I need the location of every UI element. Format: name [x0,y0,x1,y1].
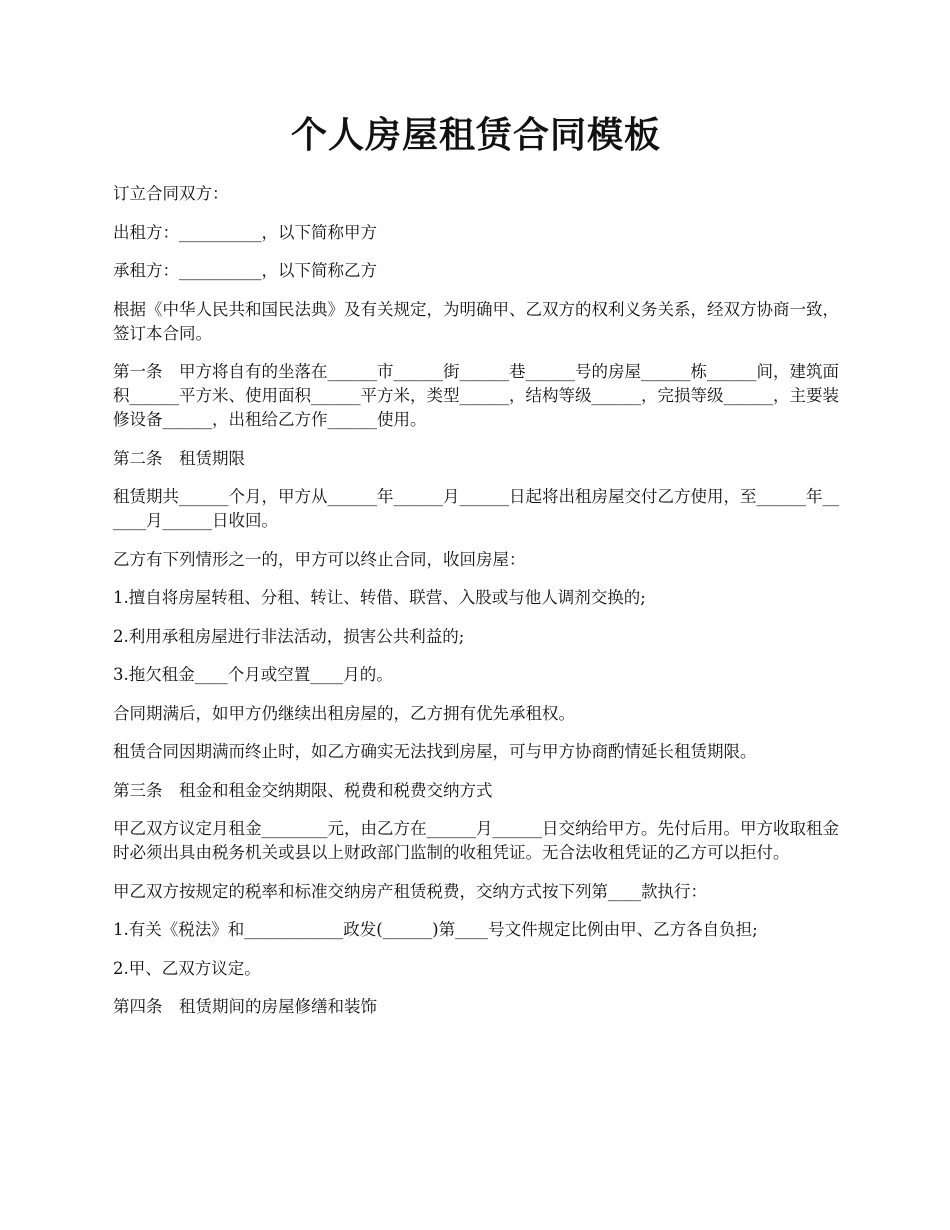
paragraph-extension: 租赁合同因期满而终止时，如乙方确实无法找到房屋，可与甲方协商酌情延长租赁期限。 [113,742,757,761]
paragraph-parties-heading: 订立合同双方： [113,184,229,203]
paragraph-lessee: 承租方：__________，以下简称乙方 [113,261,377,280]
paragraph-termination-item-3: 3.拖欠租金____个月或空置____月的。 [113,665,393,684]
paragraph-article-1: 第一条 甲方将自有的坐落在______市______街______巷______号的房屋______栋______间，建筑面积______平方米、使用面积______平方米，类型______，结构等级______，完损等级______，主要装修设备______，出租给乙方作______使用。 [113,362,839,429]
paragraph-article-4-heading: 第四条 租赁期间的房屋修缮和装饰 [113,997,377,1016]
paragraph-lessor: 出租方：__________，以下简称甲方 [113,222,377,242]
paragraph-article-2-heading: 第二条 租赁期限 [113,448,245,468]
paragraph-article-3-heading: 第三条 租金和租金交纳期限、税费和税费交纳方式 [113,780,493,800]
paragraph-tax-item-2: 2.甲、乙双方议定。 [113,958,261,978]
paragraph-preamble: 根据《中华人民共和国民法典》及有关规定，为明确甲、乙双方的权利义务关系，经双方协商一致，签订本合同。 [113,299,839,343]
document-title: 个人房屋租赁合同模板 [290,114,661,156]
paragraph-priority-renewal: 合同期满后，如甲方仍继续出租房屋的，乙方拥有优先承租权。 [113,703,575,723]
paragraph-termination-item-1: 1.擅自将房屋转租、分租、转让、转借、联营、入股或与他人调剂交换的; [113,588,646,607]
paragraph-termination-item-2: 2.利用承租房屋进行非法活动，损害公共利益的; [113,626,465,646]
paragraph-rent-payment: 甲乙双方议定月租金________元，由乙方在______月______日交纳给甲方。先付后用。甲方收取租金时必须出具由税务机关或县以上财政部门监制的收租凭证。无合法收租凭证的乙方可以拒付。 [113,819,839,862]
paragraph-tax-payment: 甲乙双方按规定的税率和标准交纳房产租赁税费，交纳方式按下列第____款执行： [113,881,707,901]
paragraph-tax-item-1: 1.有关《税法》和____________政发(______)第____号文件规定比例由甲、乙方各自负担; [113,920,758,939]
paragraph-lease-term: 租赁期共______个月，甲方从______年______月______日起将出租房屋交付乙方使用，至______年______月______日收回。 [113,487,839,530]
paragraph-termination-intro: 乙方有下列情形之一的，甲方可以终止合同，收回房屋： [113,549,526,569]
document-body [113,182,839,1034]
